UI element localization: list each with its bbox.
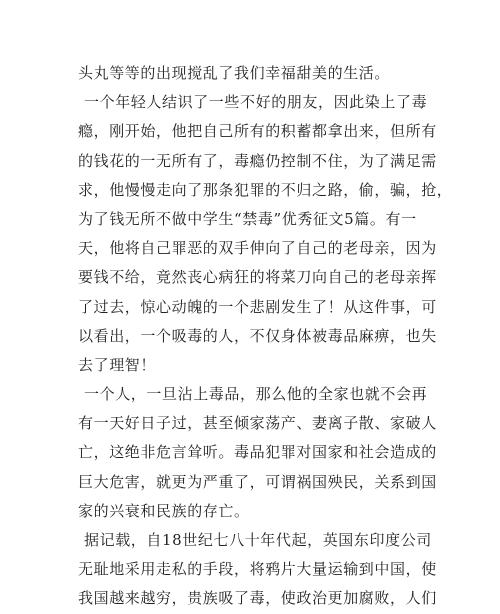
text-line: 瘾，刚开始，他把自己所有的积蓄都拿出来，但所有	[78, 122, 437, 141]
text-line: 要钱不给，竟然丧心病狂的将菜刀向自己的老母亲挥	[78, 268, 437, 287]
text-line: 家的兴衰和民族的存亡。	[78, 501, 250, 520]
text-line: 为了钱无所不做中学生“禁毒”优秀征文5篇。有一	[78, 209, 417, 228]
text-line: 亡，这绝非危言耸听。毒品犯罪对国家和社会造成的	[78, 443, 437, 462]
text-line: 以看出，一个吸毒的人，不仅身体被毒品麻痹，也失	[78, 326, 437, 345]
text-line: 去了理智！	[78, 355, 157, 374]
text-line: 无耻地采用走私的手段，将鸦片大量运输到中国，使	[78, 560, 437, 579]
text-line: 一个人，一旦沾上毒品，那么他的全家也就不会再	[84, 385, 428, 404]
text-line: 了过去，惊心动魄的一个悲剧发生了！从这件事，可	[78, 297, 437, 316]
text-line: 我国越来越穷，贵族吸了毒，使政治更加腐败，人们	[78, 589, 437, 608]
text-line: 巨大危害，就更为严重了，可谓祸国殃民，关系到国	[78, 472, 437, 491]
text-line: 的钱花的一无所有了，毒瘾仍控制不住，为了满足需	[78, 151, 437, 170]
article-body	[78, 59, 453, 614]
text-line: 头丸等等的出现搅乱了我们幸福甜美的生活。	[78, 64, 391, 82]
text-line: 有一天好日子过，甚至倾家荡产、妻离子散、家破人	[78, 414, 437, 433]
text-line: 据记载，自18世纪七八十年代起，英国东印度公司	[84, 531, 432, 549]
text-line: 一个年轻人结识了一些不好的朋友，因此染上了毒	[84, 93, 428, 112]
text-line: 天，他将自己罪恶的双手伸向了自己的老母亲，因为	[78, 239, 437, 258]
text-line: 求，他慢慢走向了那条犯罪的不归之路，偷，骗，抢，	[78, 180, 453, 199]
